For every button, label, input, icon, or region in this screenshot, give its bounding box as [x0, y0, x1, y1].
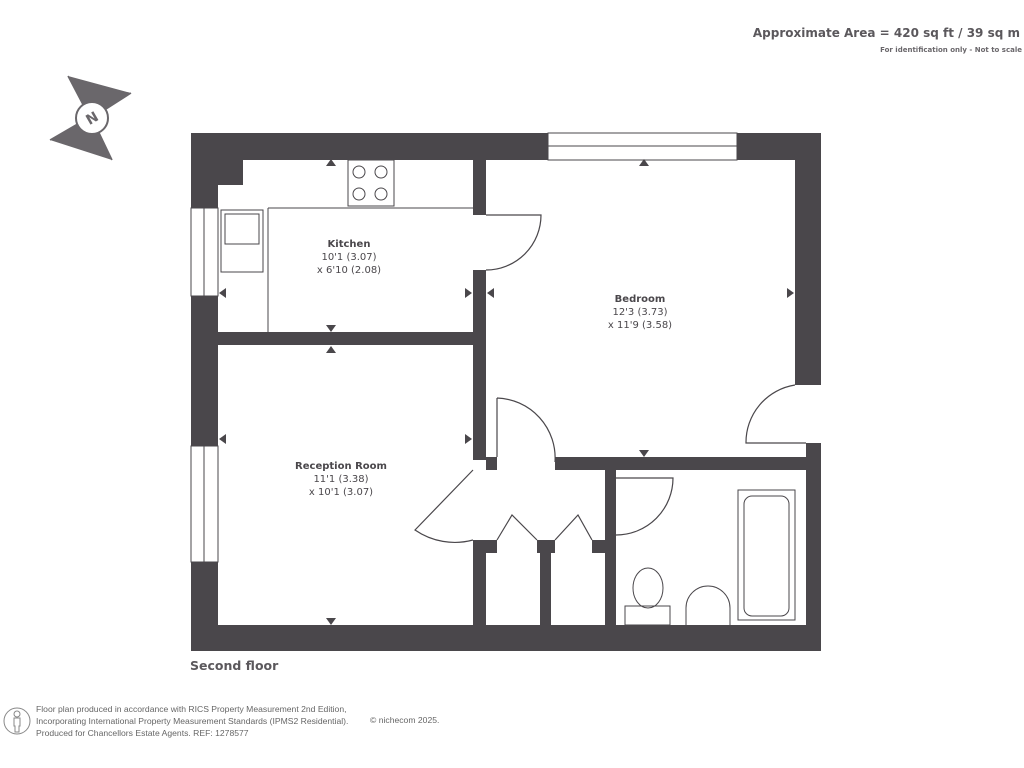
svg-text:N: N [83, 109, 102, 129]
room-reception: Reception Room 11'1 (3.38) x 10'1 (3.07) [295, 461, 387, 498]
windows [191, 133, 737, 562]
fixtures [221, 160, 795, 625]
room-kitchen: Kitchen 10'1 (3.07) x 6'10 (2.08) [316, 239, 382, 276]
approximate-area: Approximate Area = 420 sq ft / 39 sq m [752, 26, 1020, 40]
footer-text: Floor plan produced in accordance with RICS Property Measurement 2nd Edition, Incorporating International Property Measurement Standards (IPMS2 Residential). Produced for Chancellors Estate Agents. REF: 1278577 [36, 704, 349, 738]
scale-note: For identification only - Not to scale [880, 46, 1022, 54]
compass-icon [50, 76, 131, 160]
sink-icon [221, 210, 263, 272]
floor-label: Second floor [190, 658, 279, 673]
toilet-icon [633, 568, 663, 608]
basin-icon [686, 586, 730, 625]
walls [191, 133, 821, 651]
room-bedroom: Bedroom 12'3 (3.73) x 11'9 (3.58) [607, 294, 673, 331]
bath-icon [738, 490, 795, 620]
hob-icon [348, 160, 394, 206]
copyright: © nichecom 2025. [370, 715, 440, 725]
dimension-arrows [219, 159, 794, 625]
person-icon [2, 703, 32, 743]
